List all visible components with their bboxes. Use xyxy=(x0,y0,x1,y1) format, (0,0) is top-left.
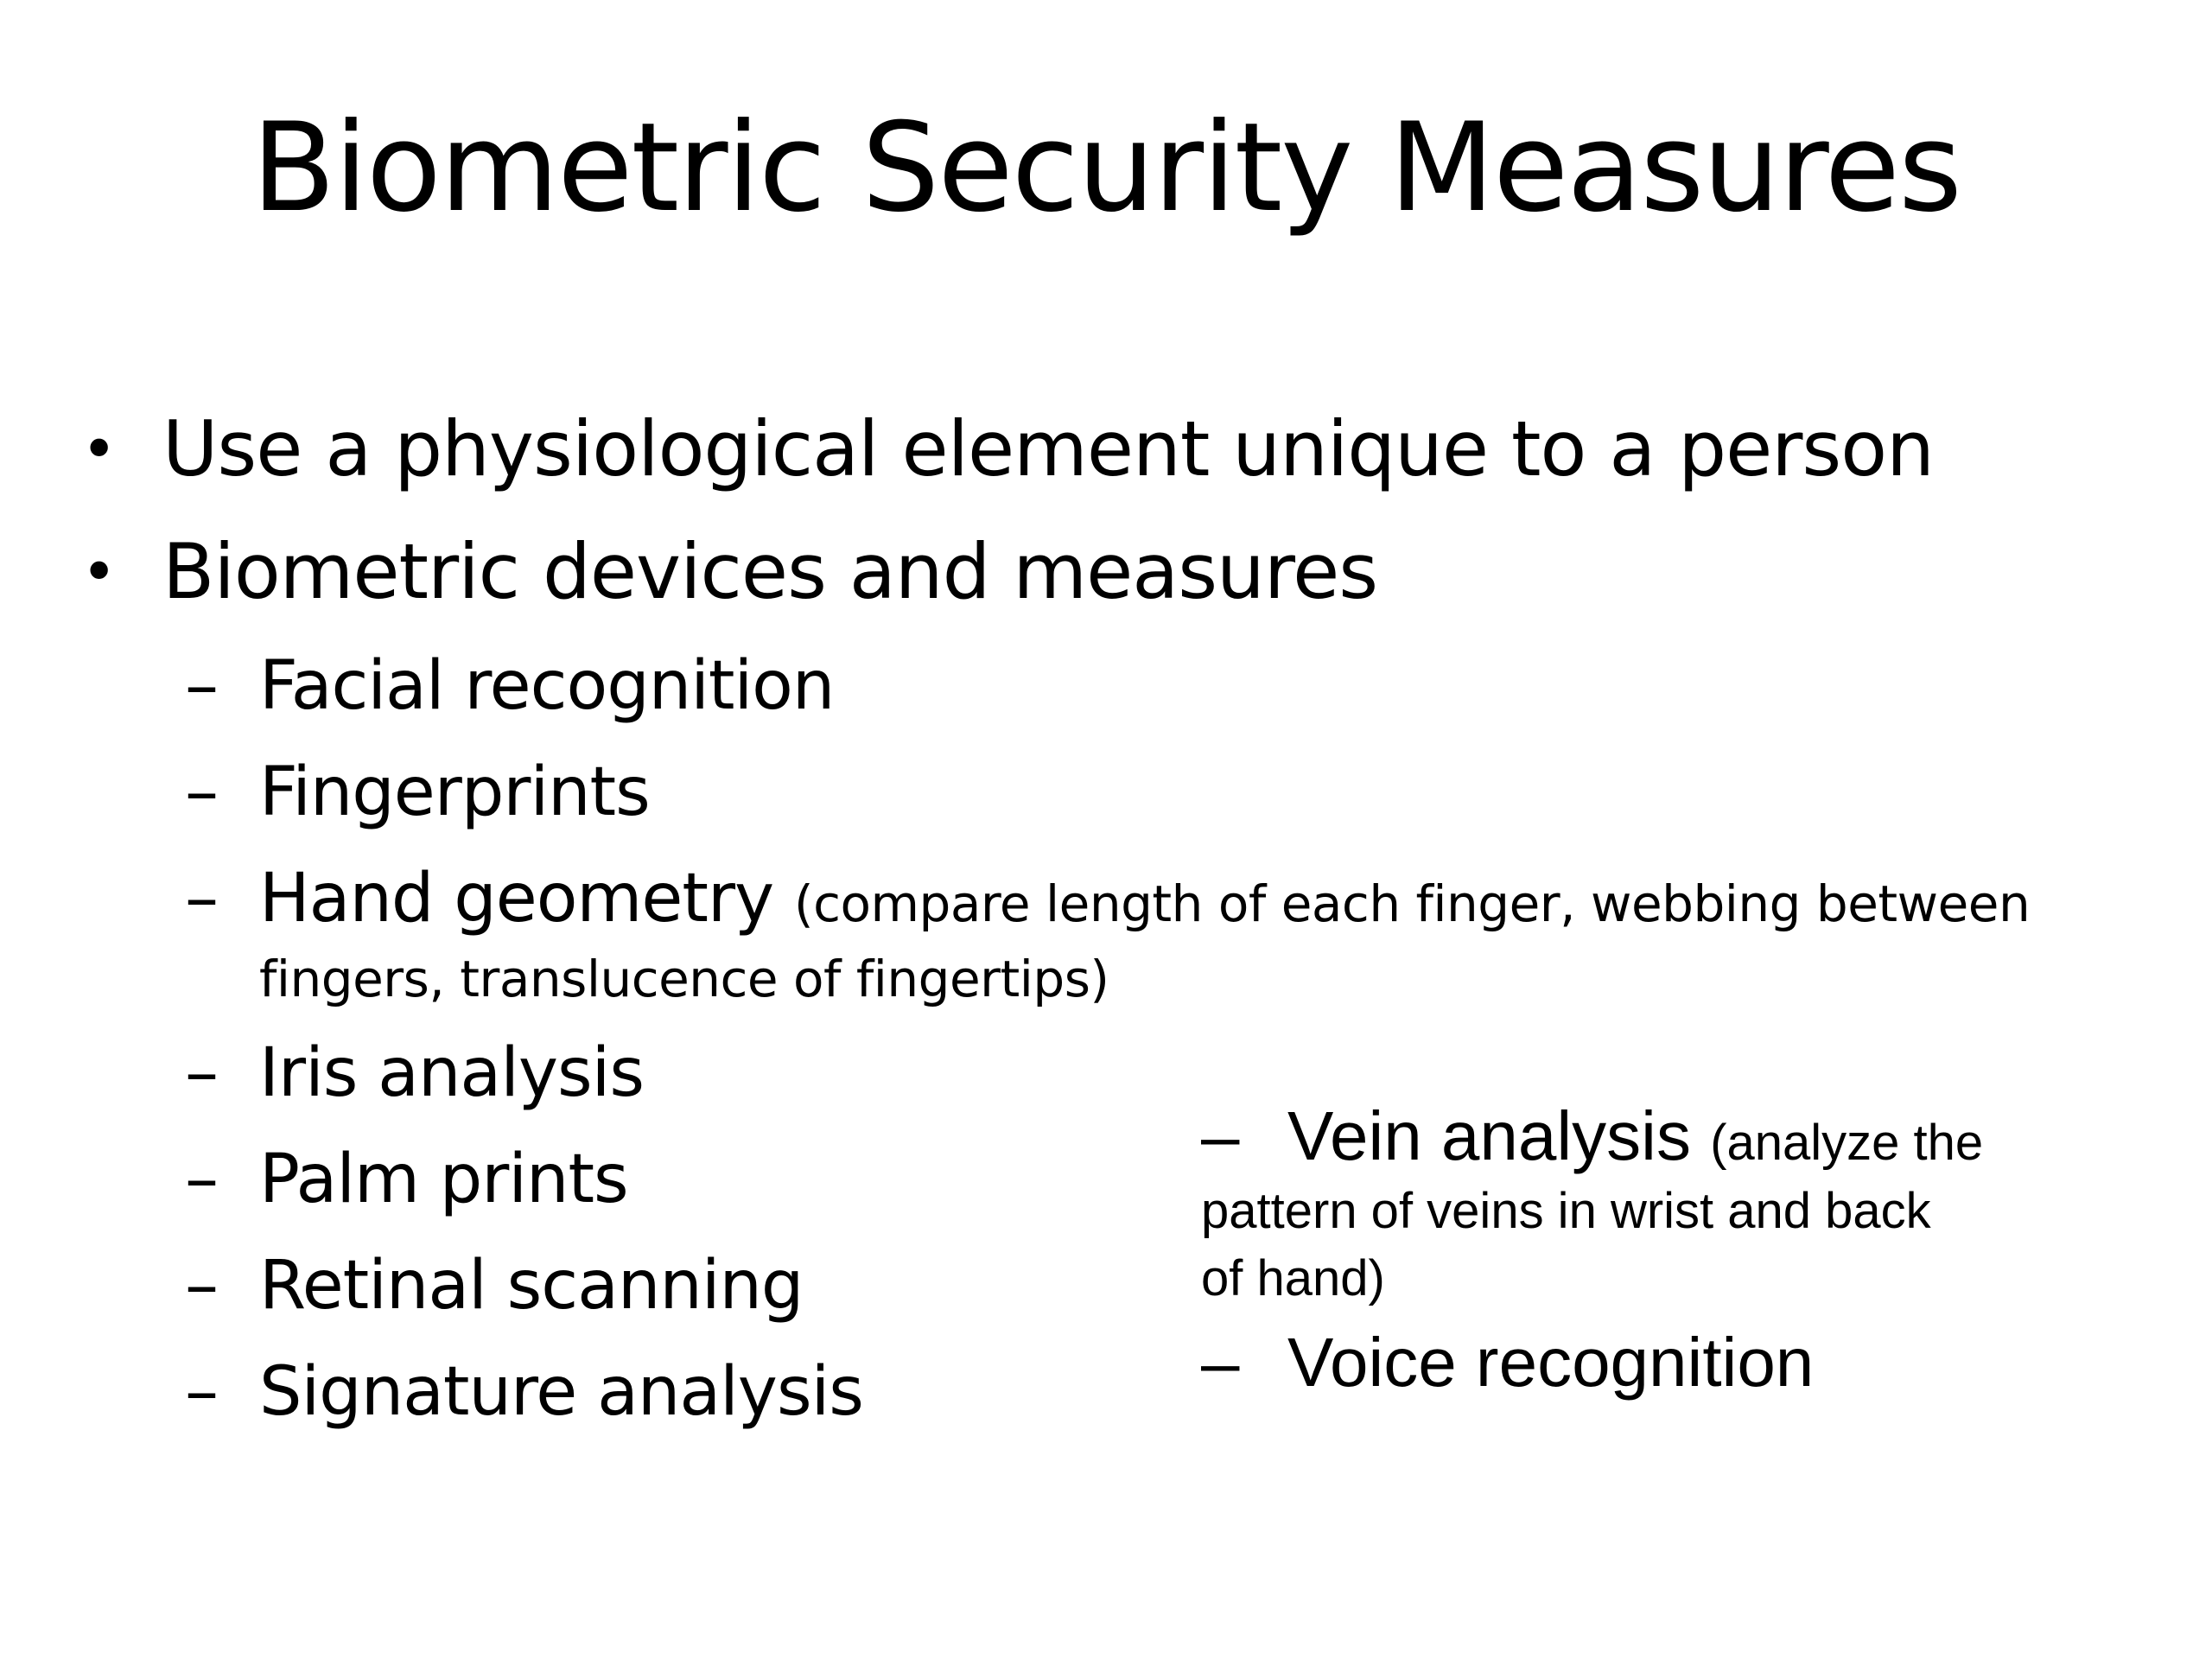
sub-item-symbol: – xyxy=(185,1353,218,1431)
slide-title: Biometric Security Measures xyxy=(251,97,1961,239)
sub-item-symbol: – xyxy=(185,1141,218,1218)
right-item-text: Voice recognition xyxy=(1287,1324,1815,1401)
sub-item-text: Hand geometry xyxy=(259,860,774,938)
sub-item-text: Signature analysis xyxy=(259,1353,863,1431)
sub-item-symbol: – xyxy=(185,1247,218,1325)
sub-item-text: Fingerprints xyxy=(259,753,650,831)
right-item-note-continued: of hand) xyxy=(1201,1250,1385,1306)
sub-item-text: Iris analysis xyxy=(259,1034,644,1112)
sub-item-symbol: – xyxy=(185,753,218,831)
right-item-note: (analyze the xyxy=(1710,1115,1984,1171)
sub-item-symbol: – xyxy=(185,1034,218,1112)
right-item-symbol: – xyxy=(1201,1097,1240,1174)
sub-item-text: Retinal scanning xyxy=(259,1247,804,1325)
sub-item-symbol: – xyxy=(185,860,218,938)
sub-item-text-group xyxy=(259,859,2030,944)
right-item-note-continued: pattern of veins in wrist and back xyxy=(1201,1183,1931,1239)
sub-item-note: (compare length of each finger, webbing between xyxy=(794,874,2031,933)
sub-item-text: Palm prints xyxy=(259,1141,628,1218)
sub-item-note-continued: fingers, translucence of fingertips) xyxy=(259,950,1109,1008)
right-item-symbol: – xyxy=(1201,1324,1240,1401)
right-item-text-group xyxy=(1287,1097,1983,1182)
right-item-text: Vein analysis xyxy=(1287,1097,1691,1174)
sub-item-text: Facial recognition xyxy=(259,647,835,725)
bullet-symbol: • xyxy=(81,414,117,485)
sub-item-symbol: – xyxy=(185,647,218,725)
bullet-text: Biometric devices and measures xyxy=(162,527,1378,616)
bullet-text: Use a physiological element unique to a person xyxy=(162,404,1934,493)
bullet-symbol: • xyxy=(81,537,117,607)
